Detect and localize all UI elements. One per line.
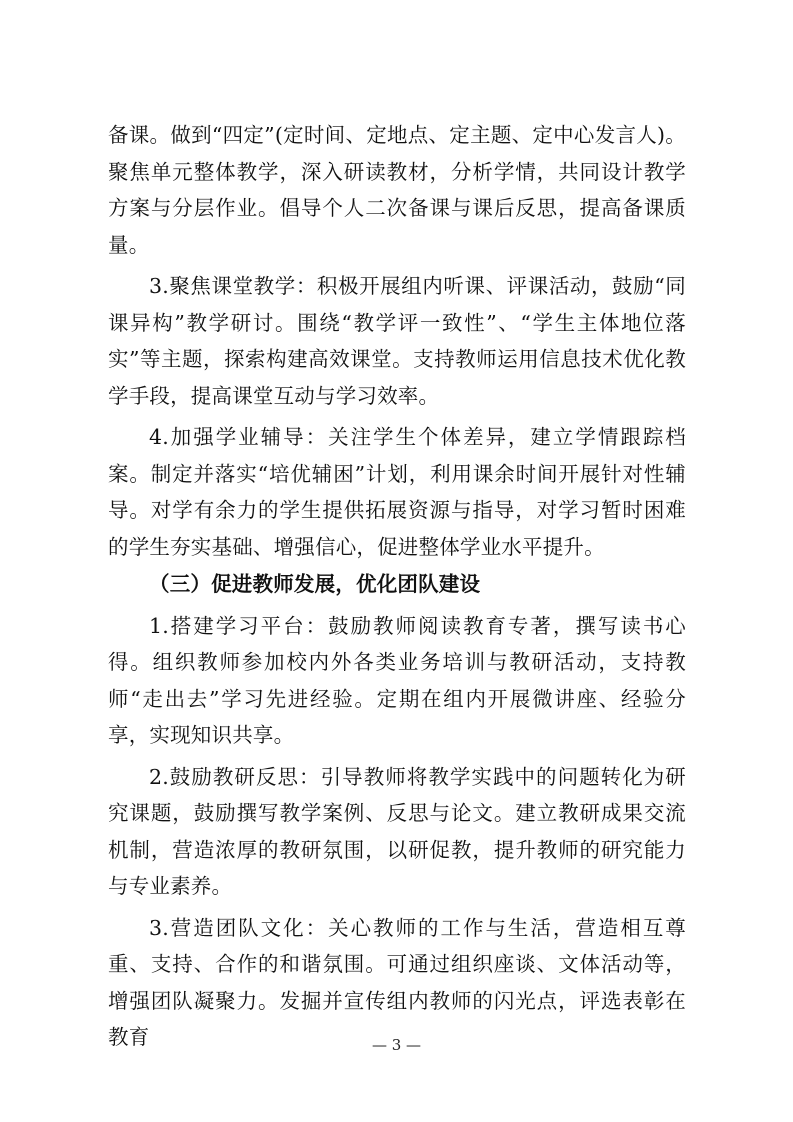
paragraph-team-culture: 3.营造团队文化：关心教师的工作与生活，营造相互尊重、支持、合作的和谐氛围。可通过组织座谈、文体活动等，增强团队凝聚力。发掘并宣传组内教师的闪光点，评选表彰在教育 <box>108 915 686 1049</box>
paragraph-classroom-teaching: 3.聚焦课堂教学：积极开展组内听课、评课活动，鼓励“同课异构”教学研讨。围绕“教学评一致性”、“学生主体地位落实”等主题，探索构建高效课堂。支持教师运用信息技术优化教学手段，提高课堂互动与学习效率。 <box>108 274 686 408</box>
paragraph-continuation: 备课。做到“四定”(定时间、定地点、定主题、定中心发言人)。聚焦单元整体教学，深入研读教材，分析学情，共同设计教学方案与分层作业。倡导个人二次备课与课后反思，提高备课质量。 <box>108 123 686 257</box>
section-heading: （三）促进教师发展，优化团队建设 <box>149 572 481 596</box>
document-body <box>108 117 686 1056</box>
paragraph-learning-platform: 1.搭建学习平台：鼓励教师阅读教育专著，撰写读书心得。组织教师参加校内外各类业务培训与教研活动，支持教师“走出去”学习先进经验。定期在组内开展微讲座、经验分享，实现知识共享。 <box>108 613 686 747</box>
paragraph-academic-tutoring: 4.加强学业辅导：关注学生个体差异，建立学情跟踪档案。制定并落实“培优辅困”计划，利用课余时间开展针对性辅导。对学有余力的学生提供拓展资源与指导，对学习暂时困难的学生夯实基础、增强信心，促进整体学业水平提升。 <box>108 425 686 559</box>
paragraph-research-reflection: 2.鼓励教研反思：引导教师将教学实践中的问题转化为研究课题，鼓励撰写教学案例、反思与论文。建立教研成果交流机制，营造浓厚的教研氛围，以研促教，提升教师的研究能力与专业素养。 <box>108 764 686 898</box>
page-number: — 3 — <box>371 1036 422 1054</box>
